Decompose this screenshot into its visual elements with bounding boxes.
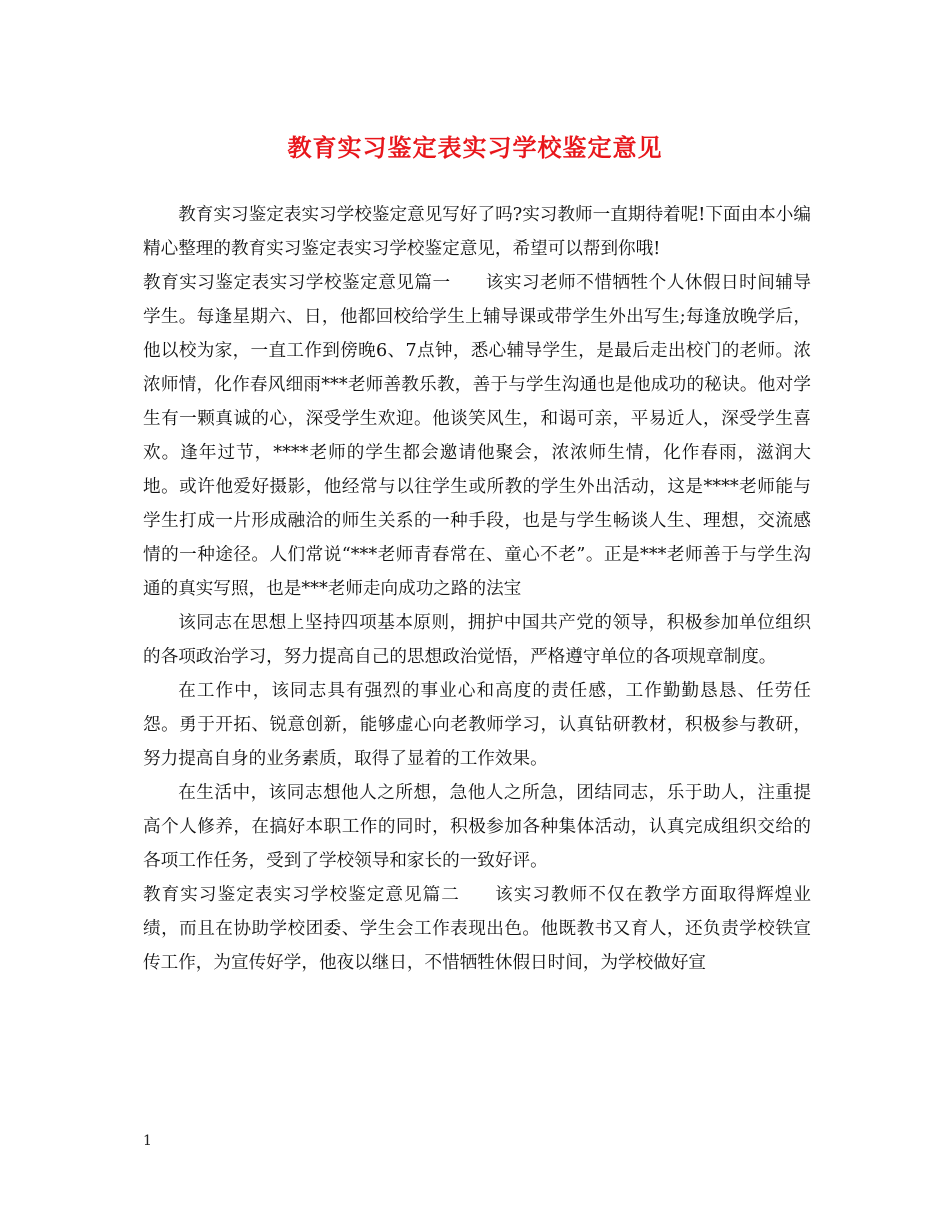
- section-two-heading: 教育实习鉴定表实习学校鉴定意见篇二: [143, 885, 460, 905]
- page-number: 1: [143, 1133, 152, 1149]
- paragraph-ideology: 该同志在思想上坚持四项基本原则，拥护中国共产党的领导，积极参加单位组织的各项政治学习，努力提高自己的思想政治觉悟，严格遵守单位的各项规章制度。: [143, 613, 811, 667]
- section-one-heading: 教育实习鉴定表实习学校鉴定意见篇一: [143, 273, 451, 293]
- section-two-text: 该实习教师不仅在教学方面取得辉煌业绩，而且在协助学校团委、学生会工作表现出色。他既教书又育人，还负责学校铁宣传工作，为宣传好学，他夜以继日，不惜牺牲休假日时间，为学校做好宣: [143, 885, 811, 973]
- document-title: 教育实习鉴定表实习学校鉴定意见: [287, 133, 663, 162]
- document-body: [143, 198, 811, 980]
- section-one-text: 该实习老师不惜牺牲个人休假日时间辅导学生。每逢星期六、日，他都回校给学生上辅导课或带学生外出写生;每逢放晚学后，他以校为家，一直工作到傍晚6、7点钟，悉心辅导学生，是最后走出校门的老师。浓浓师情，化作春风细雨***老师善教乐教，善于与学生沟通也是他成功的秘诀。他对学生有一颗真诚的心，深受学生欢迎。他谈笑风生，和谒可亲，平易近人，深受学生喜欢。逢年过节，****老师的学生都会邀请他聚会，浓浓师生情，化作春雨，滋润大地。或许他爱好摄影，他经常与以往学生或所教的学生外出活动，这是****老师能与学生打成一片形成融洽的师生关系的一种手段，也是与学生畅谈人生、理想，交流感情的一种途径。人们常说“***老师青春常在、童心不老”。正是***老师善于与学生沟通的真实写照，也是***老师走向成功之路的法宝: [143, 273, 811, 599]
- section-one-paragraph: [143, 266, 811, 606]
- paragraph-work: 在工作中，该同志具有强烈的事业心和高度的责任感，工作勤勤恳恳、任劳任怨。勇于开拓、锐意创新，能够虚心向老教师学习，认真钻研教材，积极参与教研，努力提高自身的业务素质，取得了显着的工作效果。: [143, 681, 811, 769]
- section-two-paragraph: [143, 878, 811, 980]
- intro-paragraph: 教育实习鉴定表实习学校鉴定意见写好了吗?实习教师一直期待着呢!下面由本小编精心整理的教育实习鉴定表实习学校鉴定意见，希望可以帮到你哦!: [143, 205, 811, 259]
- paragraph-life: 在生活中，该同志想他人之所想，急他人之所急，团结同志，乐于助人，注重提高个人修养，在搞好本职工作的同时，积极参加各种集体活动，认真完成组织交给的各项工作任务，受到了学校领导和家长的一致好评。: [143, 783, 811, 871]
